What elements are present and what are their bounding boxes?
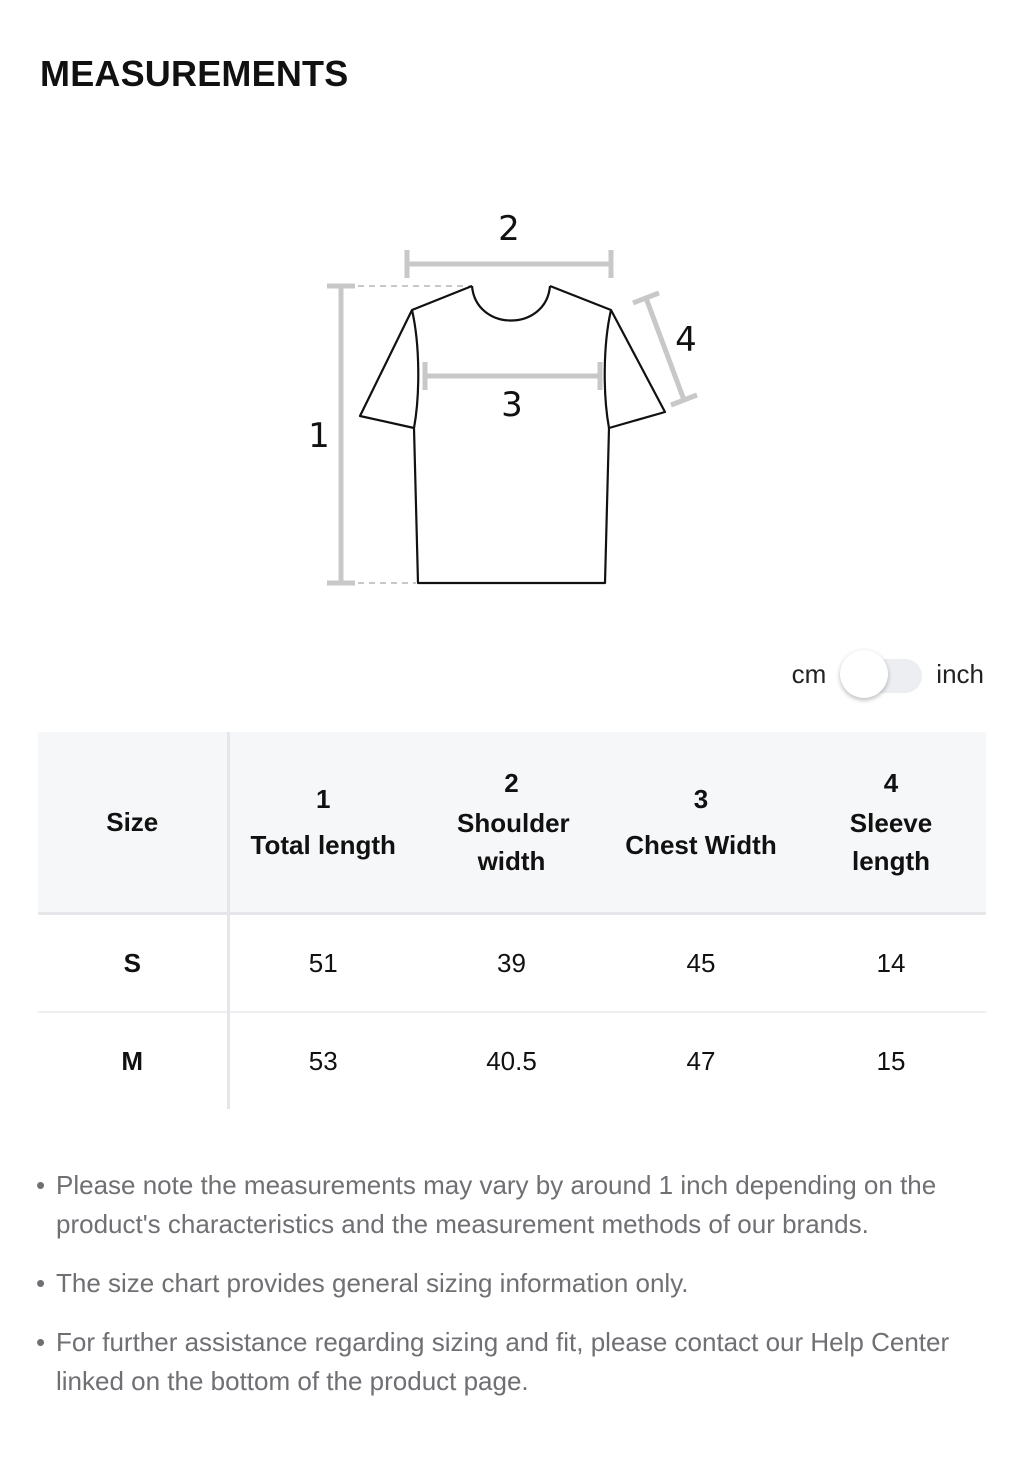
table-cell: 39	[417, 914, 606, 1013]
column-header-sleeve-length	[796, 732, 986, 914]
size-cell: M	[38, 1012, 228, 1109]
column-number: 4	[883, 768, 899, 798]
note-item	[36, 1323, 986, 1401]
table-cell: 51	[228, 914, 417, 1013]
diagram-label-2: 2	[498, 209, 520, 249]
column-name: Shoulder width	[457, 808, 570, 876]
column-header-shoulder-width	[417, 732, 606, 914]
bullet: •	[36, 1170, 46, 1200]
column-number: 2	[504, 768, 519, 798]
diagram-label-4: 4	[675, 320, 697, 360]
table-header-row	[38, 732, 986, 914]
table-cell: 40.5	[486, 1045, 537, 1076]
column-header-chest-width	[606, 732, 796, 914]
note-item	[36, 1264, 986, 1303]
page-title: MEASUREMENTS	[40, 53, 349, 94]
column-name: Chest Width	[625, 830, 777, 860]
unit-toggle	[792, 650, 984, 698]
bullet: •	[36, 1327, 46, 1357]
diagram-label-1: 1	[308, 416, 330, 456]
tshirt-measurement-diagram	[0, 190, 1024, 610]
table-row	[38, 914, 986, 1013]
table-cell: 53	[308, 1045, 338, 1076]
column-name: Sleeve length	[849, 808, 933, 876]
table-cell: 15	[876, 1045, 906, 1076]
unit-switch[interactable]	[840, 655, 922, 693]
unit-switch-knob[interactable]	[840, 650, 888, 698]
note-text: Please note the measurements may vary by around 1 inch depending on the product's characteristics and the measurement methods of our brands.	[56, 1170, 937, 1239]
column-number: 1	[316, 784, 331, 814]
table-cell: 47	[686, 1045, 716, 1076]
unit-label-cm[interactable]: cm	[791, 658, 827, 689]
column-number: 3	[693, 784, 709, 814]
note-text: For further assistance regarding sizing and fit, please contact our Help Center linked on the bottom of the product page.	[56, 1327, 950, 1396]
size-cell: S	[38, 914, 228, 1013]
column-header-total-length	[228, 732, 417, 914]
sizing-notes	[36, 1166, 986, 1421]
note-item	[36, 1166, 986, 1244]
bullet: •	[36, 1268, 46, 1298]
table-row	[38, 1012, 986, 1109]
table-cell: 45	[606, 914, 796, 1013]
column-header-size: Size	[38, 732, 228, 914]
table-cell: 14	[796, 914, 986, 1013]
measure-line-shoulder-width	[407, 250, 611, 278]
column-name: Total length	[250, 830, 396, 860]
measure-line-total-length	[327, 286, 472, 583]
size-table	[38, 732, 986, 1109]
tshirt-outline	[360, 286, 665, 583]
note-text: The size chart provides general sizing information only.	[56, 1268, 689, 1298]
unit-label-inch[interactable]: inch	[936, 658, 984, 689]
diagram-label-3: 3	[501, 385, 523, 425]
